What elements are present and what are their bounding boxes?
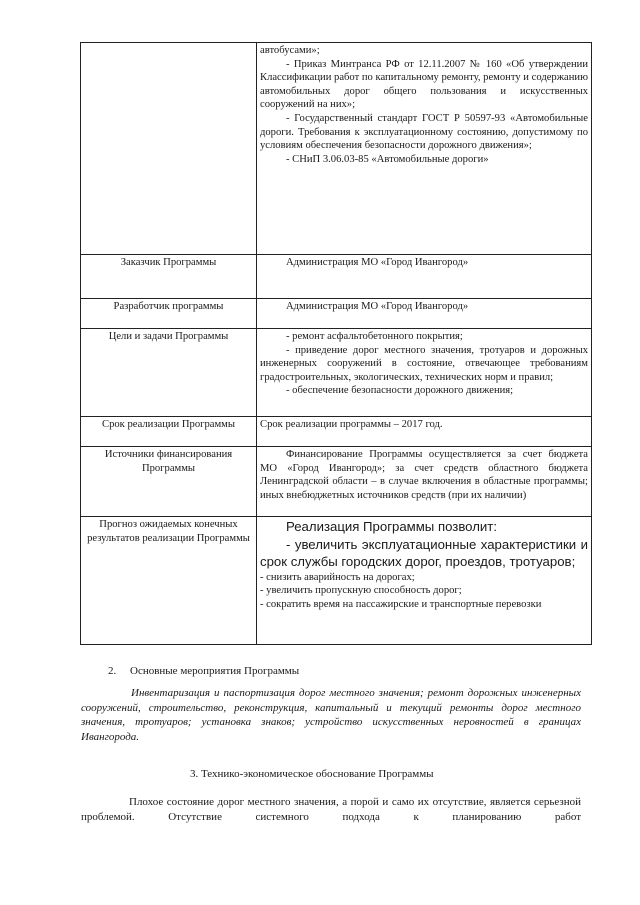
table-row <box>81 299 592 329</box>
row-label-period: Срок реализации Программы <box>81 417 257 447</box>
row-label-empty <box>81 43 257 255</box>
table-row <box>81 447 592 517</box>
row-label-goals: Цели и задачи Программы <box>81 329 257 417</box>
table-row <box>81 417 592 447</box>
section-3-text: Плохое состояние дорог местного значения, а порой и само их отсутствие, является серьезной проблемой. Отсутствие системного подхода к планированию работ <box>81 796 581 823</box>
developer-value: Администрация МО «Город Ивангород» <box>257 299 592 329</box>
doc-line: - СНиП 3.06.03-85 «Автомобильные дороги» <box>286 153 489 165</box>
results-item: - снизить аварийность на дорогах; <box>260 571 415 583</box>
customer-value: Администрация МО «Город Ивангород» <box>257 255 592 299</box>
section-3-title: Технико-экономическое обоснование Программы <box>201 768 434 780</box>
goals-value: - ремонт асфальтобетонного покрытия; - приведение дорог местного значения, тротуаров и дорожных инженерных сооружений в состояние, отвечающее требованиям градостроительных, экологических, технических норм и правил; - обеспечение безопасности дорожного движения; <box>257 329 592 417</box>
doc-line: - Приказ Минтранса РФ от 12.11.2007 № 160 «Об утверждении Классификации работ по капитальному ремонту, ремонту и содержанию автомобильных дорог общего пользования и искусственных сооружений на них»; <box>260 58 588 111</box>
normative-documents-cell <box>257 43 592 255</box>
table-row <box>81 43 592 255</box>
row-label-developer: Разработчик программы <box>81 299 257 329</box>
section-2-text: Инвентаризация и паспортизация дорог местного значения; ремонт дорожных инженерных сооружений, строительство, реконструкция, капитальный и текущий ремонты дорог местного значения, тротуаров; установка знаков; устройство искусственных неровностей в границах Ивангорода. <box>81 687 581 743</box>
results-item: - сократить время на пассажирские и транспортные перевозки <box>260 598 542 610</box>
results-item: - увеличить пропускную способность дорог; <box>260 585 462 597</box>
table-row <box>81 517 592 645</box>
table-row <box>81 329 592 417</box>
section-3-number: 3. <box>190 768 199 780</box>
funding-value: Финансирование Программы осуществляется за счет бюджета МО «Город Ивангород»; за счет средств областного бюджета Ленинградской области – в случае включения в областные программы; иных внебюджетных источников средств (при их наличии) <box>257 447 592 517</box>
row-label-results: Прогноз ожидаемых конечных результатов реализации Программы <box>81 517 257 645</box>
program-passport-table <box>80 42 592 645</box>
doc-line: - Государственный стандарт ГОСТ Р 50597-93 «Автомобильные дороги. Требования к эксплуатационному состоянию, допустимому по условиям обеспечения безопасности дорожного движения»; <box>260 112 588 152</box>
table-row <box>81 255 592 299</box>
period-value: Срок реализации программы – 2017 год. <box>257 417 592 447</box>
section-3-heading <box>190 767 434 781</box>
doc-line: автобусами»; <box>260 45 320 56</box>
results-item: - увеличить эксплуатационные характеристики и срок службы городских дорог, проездов, тротуаров; <box>260 536 588 569</box>
section-2-title: Основные мероприятия Программы <box>130 665 300 677</box>
results-value <box>257 517 592 645</box>
row-label-funding: Источники финансирования Программы <box>81 447 257 517</box>
results-intro: Реализация Программы позволит: <box>286 519 497 534</box>
row-label-customer: Заказчик Программы <box>81 255 257 299</box>
section-2-heading <box>108 664 299 678</box>
section-2-number: 2. <box>108 665 117 677</box>
